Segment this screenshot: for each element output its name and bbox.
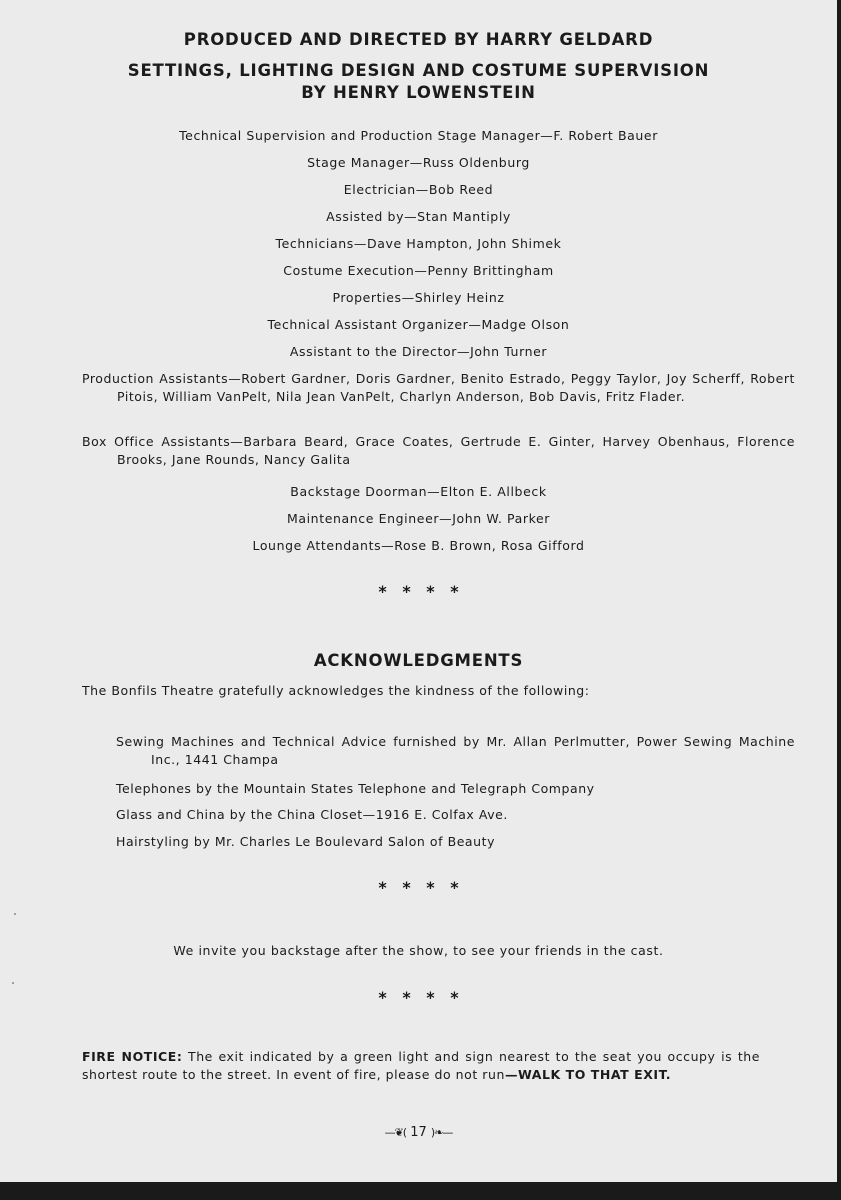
backstage-invitation: We invite you backstage after the show, to see your friends in the cast. [173, 943, 664, 958]
production-assistants: Production Assistants—Robert Gardner, Doris Gardner, Benito Estrado, Peggy Taylor, Joy Scherff, Robert Pitois, William VanPelt, Nila Jean VanPelt, Charlyn Anderson, Bob Davis, Fritz Flader. [82, 371, 795, 404]
ornament-left-icon: —❦( [384, 1126, 407, 1139]
staff-credit: Costume Execution—Penny Brittingham [283, 263, 554, 278]
staff-credit: Technical Supervision and Production Stage Manager—F. Robert Bauer [179, 128, 658, 143]
fire-notice [82, 1048, 760, 1084]
scan-speck [14, 913, 16, 915]
fire-notice-text: The exit indicated by a green light and sign nearest to the seat you occupy is the shortest route to the street. In event of fire, please do not run [82, 1049, 760, 1082]
staff-credit: Properties—Shirley Heinz [332, 290, 505, 305]
staff-credit: Assistant to the Director—John Turner [289, 344, 548, 359]
staff-credit: Technical Assistant Organizer—Madge Olson [267, 317, 570, 332]
page-number: 17 [410, 1125, 427, 1140]
staff-credit: Assisted by—Stan Mantiply [326, 209, 511, 224]
acknowledgment-item: Hairstyling by Mr. Charles Le Boulevard Salon of Beauty [116, 834, 496, 849]
acknowledgment-item: Telephones by the Mountain States Telephone and Telegraph Company [116, 781, 595, 796]
producer-credit: PRODUCED AND DIRECTED BY HARRY GELDARD [183, 30, 654, 49]
design-credit: SETTINGS, LIGHTING DESIGN AND COSTUME SUPERVISION [127, 61, 710, 80]
staff-credit: Electrician—Bob Reed [343, 182, 494, 197]
staff-credit: Stage Manager—Russ Oldenburg [307, 155, 530, 170]
acknowledgment-item: Sewing Machines and Technical Advice furnished by Mr. Allan Perlmutter, Power Sewing Machine Inc., 1441 Champa [116, 734, 795, 767]
box-office-assistants: Box Office Assistants—Barbara Beard, Grace Coates, Gertrude E. Ginter, Harvey Obenhaus, Florence Brooks, Jane Rounds, Nancy Galita [82, 434, 795, 467]
design-credit-name: BY HENRY LOWENSTEIN [301, 83, 536, 102]
staff-credit: Backstage Doorman—Elton E. Allbeck [290, 484, 547, 499]
staff-credit: Technicians—Dave Hampton, John Shimek [275, 236, 562, 251]
acknowledgments-intro: The Bonfils Theatre gratefully acknowledges the kindness of the following: [82, 683, 590, 698]
ornament-right-icon: )❧— [430, 1126, 453, 1139]
section-separator: * * * * [378, 878, 459, 897]
staff-credit: Lounge Attendants—Rose B. Brown, Rosa Gifford [252, 538, 585, 553]
acknowledgment-item: Glass and China by the China Closet—1916 E. Colfax Ave. [116, 807, 508, 822]
fire-notice-emphasis: —WALK TO THAT EXIT. [504, 1067, 672, 1082]
section-separator: * * * * [378, 988, 459, 1007]
fire-notice-label: FIRE NOTICE: [82, 1049, 183, 1064]
scan-speck [12, 982, 14, 984]
page-folio [0, 1125, 837, 1140]
acknowledgments-title: ACKNOWLEDGMENTS [313, 651, 524, 670]
section-separator: * * * * [378, 582, 459, 601]
staff-credit: Maintenance Engineer—John W. Parker [286, 511, 551, 526]
